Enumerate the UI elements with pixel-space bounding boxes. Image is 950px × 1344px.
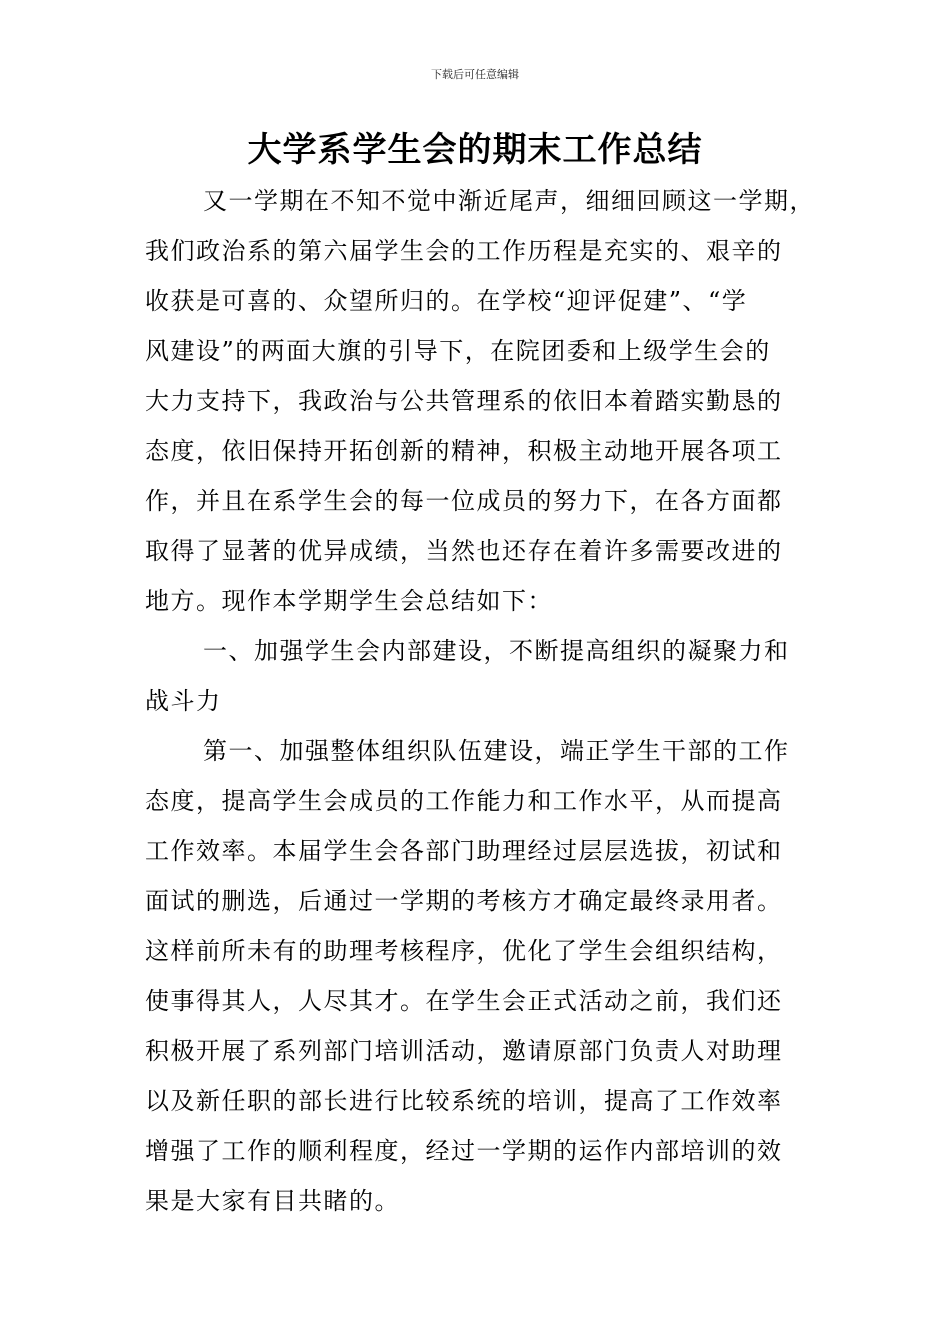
paragraph-line: 收获是可喜的、众望所归的。在学校“迎评促建”、“学 bbox=[145, 287, 748, 315]
paragraph-line: 使事得其人，人尽其才。在学生会正式活动之前，我们还 bbox=[145, 987, 783, 1015]
paragraph-line: 工作效率。本届学生会各部门助理经过层层选拔，初试和 bbox=[145, 837, 783, 865]
paragraph-line: 我们政治系的第六届学生会的工作历程是充实的、艰辛的 bbox=[145, 237, 783, 265]
paragraph-line: 大力支持下，我政治与公共管理系的依旧本着踏实勤恳的 bbox=[145, 387, 783, 415]
paragraph-line: 风建设”的两面大旗的引导下，在院团委和上级学生会的 bbox=[145, 337, 771, 365]
document-title: 大学系学生会的期末工作总结 bbox=[247, 130, 703, 170]
paragraph-line: 取得了显著的优异成绩，当然也还存在着许多需要改进的 bbox=[145, 537, 783, 565]
paragraph-line: 地方。现作本学期学生会总结如下： bbox=[145, 587, 553, 615]
paragraph-line: 面试的删选，后通过一学期的考核方才确定最终录用者。 bbox=[145, 887, 783, 915]
paragraph-line: 态度，依旧保持开拓创新的精神，积极主动地开展各项工 bbox=[145, 437, 783, 465]
paragraph-line: 果是大家有目共睹的。 bbox=[145, 1187, 400, 1215]
paragraph-line: 增强了工作的顺利程度，经过一学期的运作内部培训的效 bbox=[145, 1137, 783, 1165]
paragraph-line: 这样前所未有的助理考核程序，优化了学生会组织结构， bbox=[145, 937, 783, 965]
header-note: 下载后可任意编辑 bbox=[431, 68, 519, 81]
section-heading-line: 一、加强学生会内部建设，不断提高组织的凝聚力和 bbox=[203, 637, 790, 665]
paragraph-line: 又一学期在不知不觉中渐近尾声，细细回顾这一学期， bbox=[203, 187, 815, 215]
paragraph-line: 积极开展了系列部门培训活动，邀请原部门负责人对助理 bbox=[145, 1037, 783, 1065]
paragraph-line: 第一、加强整体组织队伍建设，端正学生干部的工作 bbox=[203, 737, 790, 765]
paragraph-line: 以及新任职的部长进行比较系统的培训，提高了工作效率 bbox=[145, 1087, 783, 1115]
section-heading-line: 战斗力 bbox=[145, 687, 222, 715]
paragraph-line: 作，并且在系学生会的每一位成员的努力下，在各方面都 bbox=[145, 487, 783, 515]
paragraph-line: 态度，提高学生会成员的工作能力和工作水平，从而提高 bbox=[145, 787, 783, 815]
document-body bbox=[145, 176, 825, 1226]
